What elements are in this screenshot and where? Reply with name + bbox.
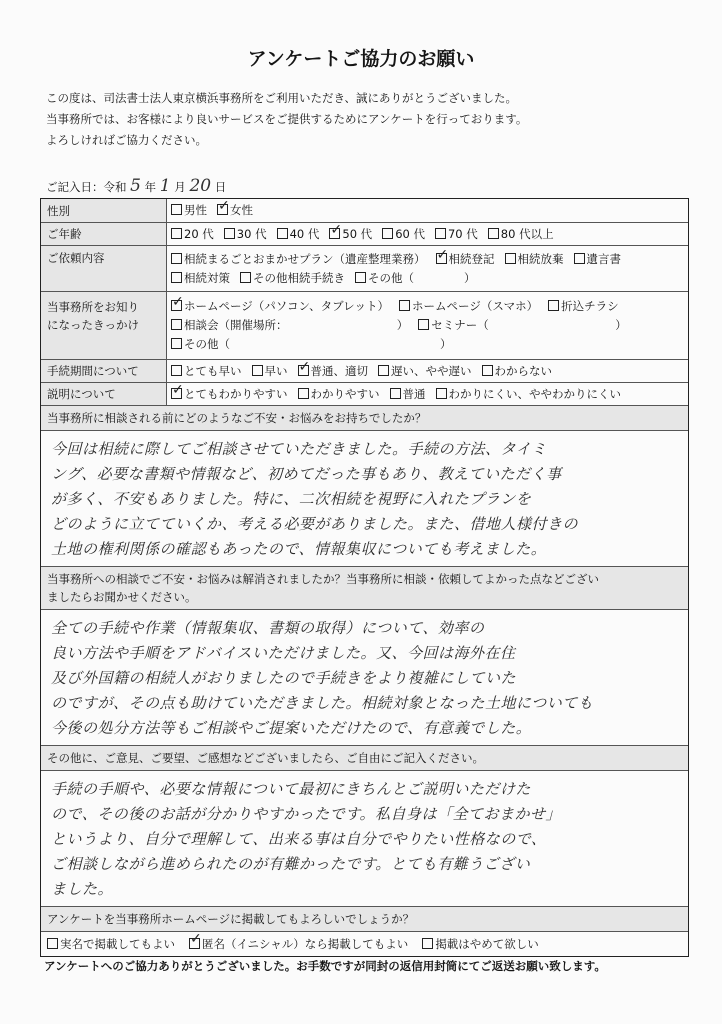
answer-line: というより、自分で理解して、出来る事は自分でやりたい性格なので、 bbox=[51, 830, 547, 848]
checkbox-label: 折込チラシ bbox=[561, 299, 619, 313]
checkbox-label: 相続まるごとおまかせプラン（遺産整理業務） bbox=[184, 251, 426, 266]
checkbox-icon[interactable] bbox=[378, 365, 389, 376]
intro-line: 当事務所では、お客様により良いサービスをご提供するためにアンケートを行っております。 bbox=[46, 112, 528, 126]
row-period bbox=[41, 359, 688, 382]
checkbox-icon[interactable] bbox=[399, 300, 410, 311]
checkbox-option[interactable] bbox=[252, 362, 288, 381]
checkbox-option[interactable] bbox=[436, 250, 495, 269]
checkbox-checked-icon[interactable] bbox=[217, 204, 228, 215]
question-2-line1: 当事務所への相談でご不安・お悩みは解消されましたか？当事務所に相談・依頼してよかった点などござい bbox=[47, 572, 599, 586]
checkbox-label: わからない bbox=[494, 363, 552, 378]
question-1: 当事務所に相談される前にどのようなご不安・お悩みをお持ちでしたか？ bbox=[41, 405, 688, 430]
row-request bbox=[41, 245, 688, 291]
checkbox-icon[interactable] bbox=[171, 338, 182, 349]
label-source-line2: になったきっかけ bbox=[47, 318, 139, 332]
answer-line: 今後の処分方法等もご相談やご提案いただけたので、有意義でした。 bbox=[51, 719, 532, 737]
date-year-unit: 年 bbox=[144, 180, 157, 194]
other-close: ） bbox=[464, 270, 476, 285]
date-day-unit: 日 bbox=[214, 180, 227, 194]
checkbox-checked-icon[interactable] bbox=[189, 938, 200, 949]
footer-thanks: アンケートへのご協力ありがとうございました。お手数ですが同封の返信用封筒にてご返送お願い致します。 bbox=[44, 959, 606, 973]
checkbox-label: ホームページ（スマホ） bbox=[412, 299, 539, 313]
answer-2[interactable] bbox=[41, 609, 688, 745]
checkbox-option[interactable] bbox=[171, 297, 389, 316]
answer-line: 及び外国籍の相続人がおりましたので手続きをより複雑にしていた bbox=[51, 669, 517, 687]
checkbox-option[interactable] bbox=[482, 362, 553, 381]
checkbox-label: その他相続手続き bbox=[253, 270, 345, 285]
row-gender bbox=[41, 199, 688, 222]
checkbox-option[interactable] bbox=[548, 297, 619, 316]
question-2 bbox=[41, 566, 688, 609]
checkbox-option[interactable] bbox=[171, 362, 242, 381]
checkbox-label: わかりやすい bbox=[310, 386, 380, 401]
checkbox-label: 実名で掲載してもよい bbox=[60, 937, 175, 951]
checkbox-label: 相談会（開催場所： ） bbox=[184, 318, 409, 332]
answer-line: 全ての手続や作業（情報集収、書類の取得）について、効率の bbox=[51, 619, 485, 637]
page-title: アンケートご協力のお願い bbox=[247, 48, 475, 70]
checkbox-icon[interactable] bbox=[574, 253, 585, 264]
checkbox-option[interactable] bbox=[224, 225, 267, 244]
row-source bbox=[41, 291, 688, 359]
checkbox-option[interactable] bbox=[217, 201, 253, 220]
checkbox-option[interactable] bbox=[171, 201, 207, 220]
answer-line: 手続の手順や、必要な情報について最初にきちんとご説明いただけた bbox=[51, 780, 531, 798]
checkbox-option[interactable] bbox=[298, 362, 369, 381]
checkbox-option[interactable] bbox=[390, 385, 426, 404]
checkbox-option[interactable] bbox=[399, 297, 538, 316]
checkbox-label: とてもわかりやすい bbox=[184, 386, 288, 401]
checkbox-icon[interactable] bbox=[505, 253, 516, 264]
checkbox-label: 遅い、やや遅い bbox=[391, 363, 472, 378]
answer-line: 今回は相続に際してご相談させていただきました。手続の方法、タイミ bbox=[51, 440, 547, 458]
label-source-line1: 当事務所をお知り bbox=[47, 300, 139, 314]
checkbox-label: 普通 bbox=[402, 386, 426, 401]
checkbox-label: 50 代 bbox=[342, 226, 373, 241]
intro-line: この度は、司法書士法人東京横浜事務所をご利用いただき、誠にありがとうございました。 bbox=[46, 91, 518, 105]
checkbox-option[interactable] bbox=[171, 269, 230, 288]
checkbox-option[interactable] bbox=[329, 225, 372, 244]
intro-line: よろしければご協力ください。 bbox=[46, 133, 207, 147]
checkbox-checked-icon[interactable] bbox=[298, 365, 309, 376]
checkbox-label: 相続放棄 bbox=[517, 251, 564, 266]
checkbox-option[interactable] bbox=[277, 225, 320, 244]
checkbox-checked-icon[interactable] bbox=[329, 228, 340, 239]
checkbox-icon[interactable] bbox=[47, 938, 58, 949]
checkbox-label: ホームページ（パソコン、タブレット） bbox=[184, 299, 390, 313]
checkbox-label: とても早い bbox=[184, 363, 242, 378]
checkbox-checked-icon[interactable] bbox=[171, 388, 182, 399]
checkbox-icon[interactable] bbox=[436, 388, 447, 399]
question-3: その他に、ご意見、ご要望、ご感想などございましたら、ご自由にご記入ください。 bbox=[41, 745, 688, 770]
checkbox-option[interactable] bbox=[298, 385, 380, 404]
answer-line: のですが、その点も助けていただきました。相続対象となった土地についても bbox=[51, 694, 594, 712]
checkbox-option[interactable] bbox=[378, 362, 472, 381]
checkbox-label: 20 代 bbox=[184, 226, 214, 241]
checkbox-icon[interactable] bbox=[298, 388, 309, 399]
checkbox-icon[interactable] bbox=[435, 228, 446, 239]
checkbox-option[interactable] bbox=[355, 269, 414, 288]
checkbox-label: 相続登記 bbox=[448, 251, 495, 266]
checkbox-option[interactable] bbox=[189, 936, 408, 952]
checkbox-option[interactable] bbox=[574, 250, 622, 269]
checkbox-icon[interactable] bbox=[355, 272, 366, 283]
question-2-line2: ましたらお聞かせください。 bbox=[47, 590, 197, 604]
checkbox-icon[interactable] bbox=[382, 228, 393, 239]
checkbox-icon[interactable] bbox=[548, 300, 559, 311]
checkbox-icon[interactable] bbox=[240, 272, 251, 283]
label-explain: 説明について bbox=[41, 383, 167, 405]
checkbox-label: 遺言書 bbox=[586, 251, 621, 266]
checkbox-icon[interactable] bbox=[171, 228, 182, 239]
date-year[interactable]: 5 bbox=[130, 176, 141, 196]
checkbox-option[interactable] bbox=[171, 335, 230, 354]
checkbox-icon[interactable] bbox=[171, 272, 182, 283]
answer-line: が多く、不安もありました。特に、二次相続を視野に入れたプランを bbox=[51, 490, 532, 508]
checkbox-option[interactable] bbox=[488, 225, 554, 244]
answer-1[interactable] bbox=[41, 430, 688, 566]
checkbox-option[interactable] bbox=[171, 385, 288, 404]
checkbox-icon[interactable] bbox=[171, 365, 182, 376]
checkbox-label: セミナー（ ） bbox=[431, 318, 627, 332]
checkbox-label: 60 代 bbox=[395, 226, 425, 241]
checkbox-icon[interactable] bbox=[171, 319, 182, 330]
label-source bbox=[41, 292, 167, 359]
checkbox-label: 男性 bbox=[184, 203, 207, 217]
checkbox-option[interactable] bbox=[171, 316, 408, 335]
date-day[interactable]: 20 bbox=[189, 176, 212, 196]
checkbox-option[interactable] bbox=[47, 936, 175, 952]
checkbox-label: 早い bbox=[264, 363, 288, 378]
answer-line: ました。 bbox=[51, 880, 114, 898]
answer-line: 良い方法や手順をアドバイスいただけました。又、今回は海外在住 bbox=[51, 644, 516, 662]
label-period: 手続期間について bbox=[41, 360, 167, 382]
checkbox-label: その他（ bbox=[368, 270, 414, 285]
checkbox-option[interactable] bbox=[171, 250, 426, 269]
checkbox-label: 相続対策 bbox=[184, 270, 230, 285]
date-month[interactable]: 1 bbox=[159, 176, 171, 196]
answer-line: どのように立てていくか、考える必要がありました。また、借地人様付きの bbox=[51, 515, 579, 533]
checkbox-option[interactable] bbox=[382, 225, 425, 244]
checkbox-label: 30 代 bbox=[236, 226, 267, 241]
checkbox-option[interactable] bbox=[422, 936, 539, 952]
checkbox-icon[interactable] bbox=[482, 365, 493, 376]
row-age bbox=[41, 222, 688, 245]
checkbox-option[interactable] bbox=[435, 225, 478, 244]
entry-date bbox=[46, 176, 226, 196]
label-gender: 性別 bbox=[41, 199, 167, 222]
checkbox-icon[interactable] bbox=[418, 319, 429, 330]
checkbox-label: わかりにくい、ややわかりにくい bbox=[448, 386, 621, 401]
checkbox-label: 普通、適切 bbox=[310, 363, 368, 378]
checkbox-icon[interactable] bbox=[252, 365, 263, 376]
checkbox-label: 70 代 bbox=[447, 226, 478, 241]
checkbox-label: 女性 bbox=[230, 203, 253, 217]
checkbox-icon[interactable] bbox=[422, 938, 433, 949]
question-4: アンケートを当事務所ホームページに掲載してもよろしいでしょうか？ bbox=[41, 906, 688, 931]
checkbox-icon[interactable] bbox=[277, 228, 288, 239]
checkbox-option[interactable] bbox=[436, 385, 622, 404]
checkbox-label: 40 代 bbox=[289, 226, 320, 241]
checkbox-icon[interactable] bbox=[171, 204, 182, 215]
answer-line: 土地の権利関係の確認もあったので、情報集収についても考えました。 bbox=[51, 540, 547, 558]
checkbox-option[interactable] bbox=[240, 269, 345, 288]
answer-3[interactable] bbox=[41, 770, 688, 906]
checkbox-label: 80 代以上 bbox=[500, 226, 554, 241]
label-request: ご依頼内容 bbox=[41, 246, 167, 291]
checkbox-label: 掲載はやめて欲しい bbox=[435, 937, 539, 951]
other-close: ） bbox=[440, 337, 452, 351]
intro-text bbox=[46, 88, 527, 151]
checkbox-label: その他（ bbox=[184, 337, 230, 351]
answer-line: ので、その後のお話が分かりやすかったです。私自身は「全ておまかせ」 bbox=[51, 805, 562, 823]
date-prefix: ご記入日：令和 bbox=[46, 180, 127, 194]
checkbox-icon[interactable] bbox=[488, 228, 499, 239]
checkbox-option[interactable] bbox=[418, 316, 627, 335]
checkbox-icon[interactable] bbox=[390, 388, 401, 399]
checkbox-checked-icon[interactable] bbox=[436, 253, 447, 264]
checkbox-option[interactable] bbox=[171, 225, 214, 244]
checkbox-label: 匿名（イニシャル）なら掲載してもよい bbox=[202, 937, 409, 951]
date-month-unit: 月 bbox=[174, 180, 186, 194]
checkbox-icon[interactable] bbox=[224, 228, 235, 239]
checkbox-checked-icon[interactable] bbox=[171, 300, 182, 311]
checkbox-option[interactable] bbox=[505, 250, 564, 269]
row-explain bbox=[41, 382, 688, 405]
checkbox-icon[interactable] bbox=[171, 253, 182, 264]
answer-line: ご相談しながら進められたのが有難かったです。とても有難うござい bbox=[51, 855, 531, 873]
answer-line: ング、必要な書類や情報など、初めてだった事もあり、教えていただく事 bbox=[51, 465, 562, 483]
survey-form bbox=[40, 198, 689, 957]
label-age: ご年齢 bbox=[41, 223, 167, 245]
